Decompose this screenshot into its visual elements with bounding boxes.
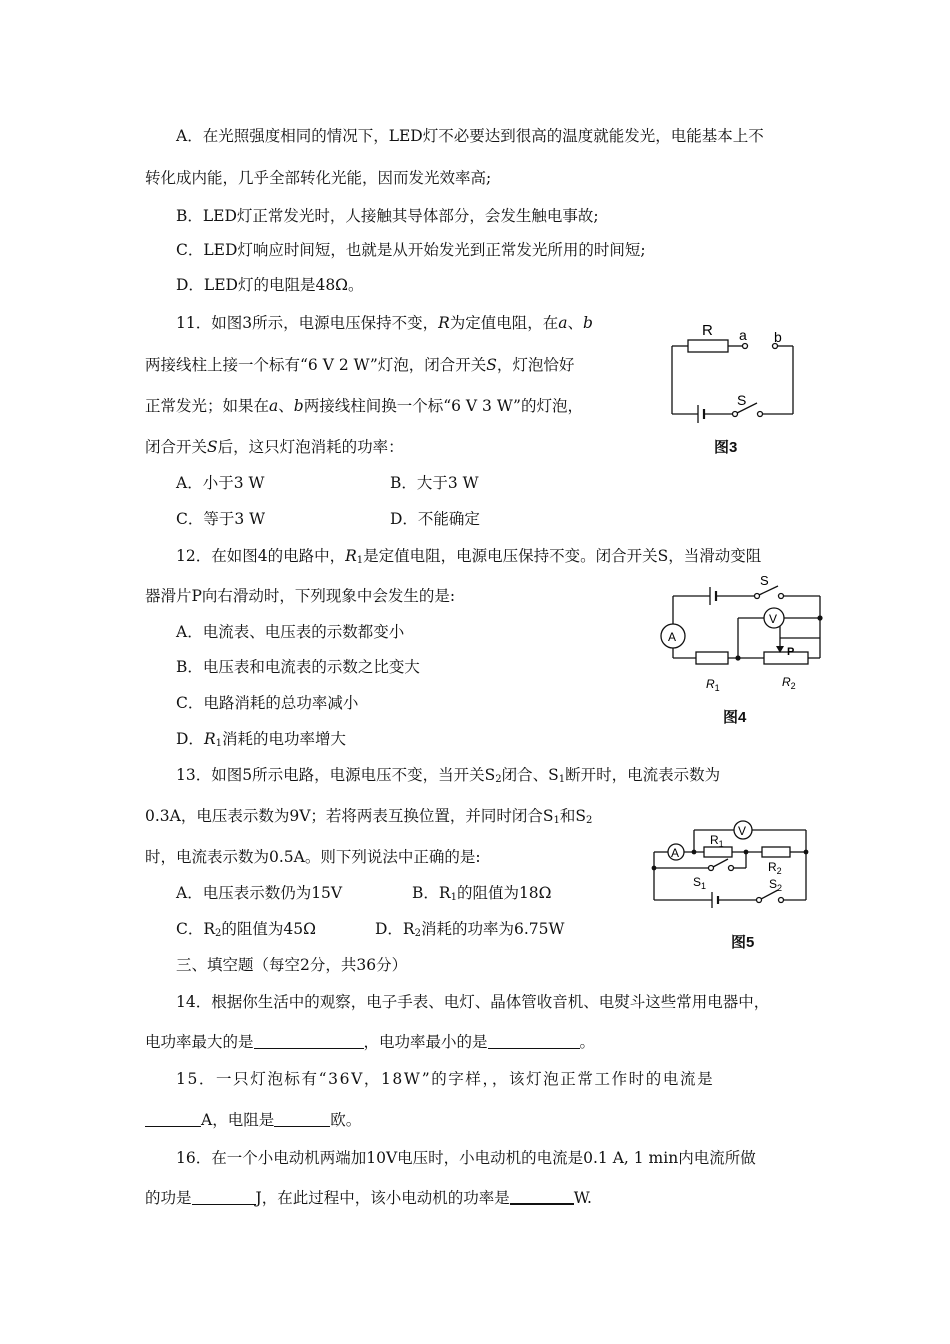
q13-stem-line2: 0.3A，电压表示数为9V；若将两表互换位置，并同时闭合$S_1$和$S_2$ [145, 807, 593, 826]
q11-option-b: B．大于3 W [390, 474, 479, 492]
q16-stem-line1: 16．在一个小电动机两端加10V电压时，小电动机的电流是0.1 A, 1 min内电流所做 [176, 1149, 756, 1167]
q10-option-c: C．LED灯响应时间短，也就是从开始发光到正常发光所用的时间短; [176, 241, 646, 259]
q10-option-a-line2: 转化成内能，几乎全部转化光能，因而发光效率高; [145, 169, 492, 187]
q15-stem-line2: A，电阻是 欧。 [145, 1110, 361, 1130]
fig3-resistor-r [688, 340, 728, 352]
fig4-label-s: S [760, 573, 769, 588]
q11-option-d: D．不能确定 [390, 510, 480, 528]
figure-5-caption: 图5 [731, 934, 755, 951]
fig4-label-r2: $R_2$ [782, 675, 796, 691]
fig4-label-v: V [769, 612, 778, 626]
figure-3-caption: 图3 [714, 439, 738, 456]
section-3-heading: 三、填空题（每空2分，共36分） [176, 956, 408, 974]
q11-stem-line4: 闭合开关S后，这只灯泡消耗的功率： [145, 438, 404, 456]
q11-option-c: C．等于3 W [176, 510, 266, 528]
figure-3-circuit [660, 320, 810, 420]
fig3-label-r: R [702, 322, 713, 339]
q16-answer-blank-2[interactable] [510, 1189, 574, 1205]
q12-option-c: C．电路消耗的总功率减小 [176, 694, 359, 712]
fig5-switch-s2 [761, 890, 778, 899]
figure-4-circuit [658, 573, 828, 696]
q11-stem-line3: 正常发光；如果在a、b两接线柱间换一个标“6 V 3 W”的灯泡， [145, 397, 583, 415]
q14-stem-line2: 电功率最大的是 ，电功率最小的是 。 [145, 1033, 596, 1051]
q12-stem-line1: 12．在如图4的电路中，$R_1$是定值电阻，电源电压保持不变。闭合开关S，当滑动变阻 [176, 547, 762, 566]
fig3-label-b: b [774, 329, 782, 345]
fig4-rheostat-r2 [764, 652, 808, 664]
q11-stem-line1: 11．如图3所示，电源电压保持不变，R为定值电阻，在a、b [176, 314, 593, 332]
fig5-label-a: A [671, 846, 680, 860]
q13-stem-line1: 13．如图5所示电路，电源电压不变，当开关$S_2$闭合、$S_1$断开时，电流表示数为 [176, 766, 721, 785]
q11-option-a: A．小于3 W [176, 474, 265, 492]
q16-answer-blank-1[interactable] [192, 1190, 256, 1205]
q13-option-a: A．电压表示数仍为15V [176, 884, 343, 902]
q10-option-d: D．LED灯的电阻是48Ω。 [176, 276, 364, 294]
q13-option-b: B．$R_1$的阻值为18Ω [412, 884, 552, 903]
fig3-label-a: a [739, 327, 747, 343]
q12-option-b: B．电压表和电流表的示数之比变大 [176, 658, 420, 676]
q15-answer-blank-2[interactable] [274, 1112, 330, 1127]
figure-4-caption: 图4 [723, 709, 747, 726]
figure-5-circuit [646, 818, 816, 918]
q16-stem-line2: 的功是 J，在此过程中，该小电动机的功率是 W. [145, 1189, 592, 1207]
q13-option-c: C．$R_2$的阻值为45Ω [176, 920, 316, 939]
fig4-label-r1: $R_1$ [706, 677, 720, 693]
q12-option-a: A．电流表、电压表的示数都变小 [176, 623, 405, 641]
fig5-label-v: V [738, 824, 747, 838]
q15-answer-blank-1[interactable] [145, 1112, 201, 1127]
fig5-label-r1: $R_1$ [710, 833, 724, 849]
q10-option-b: B．LED灯正常发光时，人接触其导体部分，会发生触电事故; [176, 207, 599, 225]
fig5-label-s2: $S_2$ [769, 877, 783, 893]
q12-option-d: D．$R_1$消耗的电功率增大 [176, 730, 346, 749]
fig5-switch-s1 [713, 859, 728, 867]
q14-answer-blank-1[interactable] [254, 1034, 364, 1049]
fig3-terminal-a [743, 344, 748, 349]
fig5-label-r2: $R_2$ [768, 860, 782, 876]
q14-answer-blank-2[interactable] [488, 1034, 580, 1049]
fig4-label-p: P [787, 646, 795, 658]
fig3-label-s: S [737, 392, 747, 408]
fig4-label-a: A [668, 630, 677, 644]
q15-stem-line1: 15．一只灯泡标有“36V，18W”的字样，，该灯泡正常工作时的电流是 [176, 1070, 715, 1088]
fig4-resistor-r1 [696, 652, 728, 664]
q13-option-d: D．$R_2$消耗的功率为6.75W [375, 920, 565, 939]
q10-option-a-line1: A．在光照强度相同的情况下，LED灯不必要达到很高的温度就能发光，电能基本上不 [176, 127, 764, 145]
q11-stem-line2: 两接线柱上接一个标有“6 V 2 W”灯泡，闭合开关S，灯泡恰好 [145, 356, 575, 374]
fig5-label-s1: $S_1$ [693, 875, 707, 891]
q13-stem-line3: 时，电流表示数为0.5A。则下列说法中正确的是: [145, 848, 481, 866]
q14-stem-line1: 14．根据你生活中的观察，电子手表、电灯、晶体管收音机、电熨斗这些常用电器中， [176, 993, 770, 1011]
q12-stem-line2: 器滑片P向右滑动时，下列现象中会发生的是: [145, 587, 456, 605]
fig5-resistor-r2 [762, 847, 790, 857]
